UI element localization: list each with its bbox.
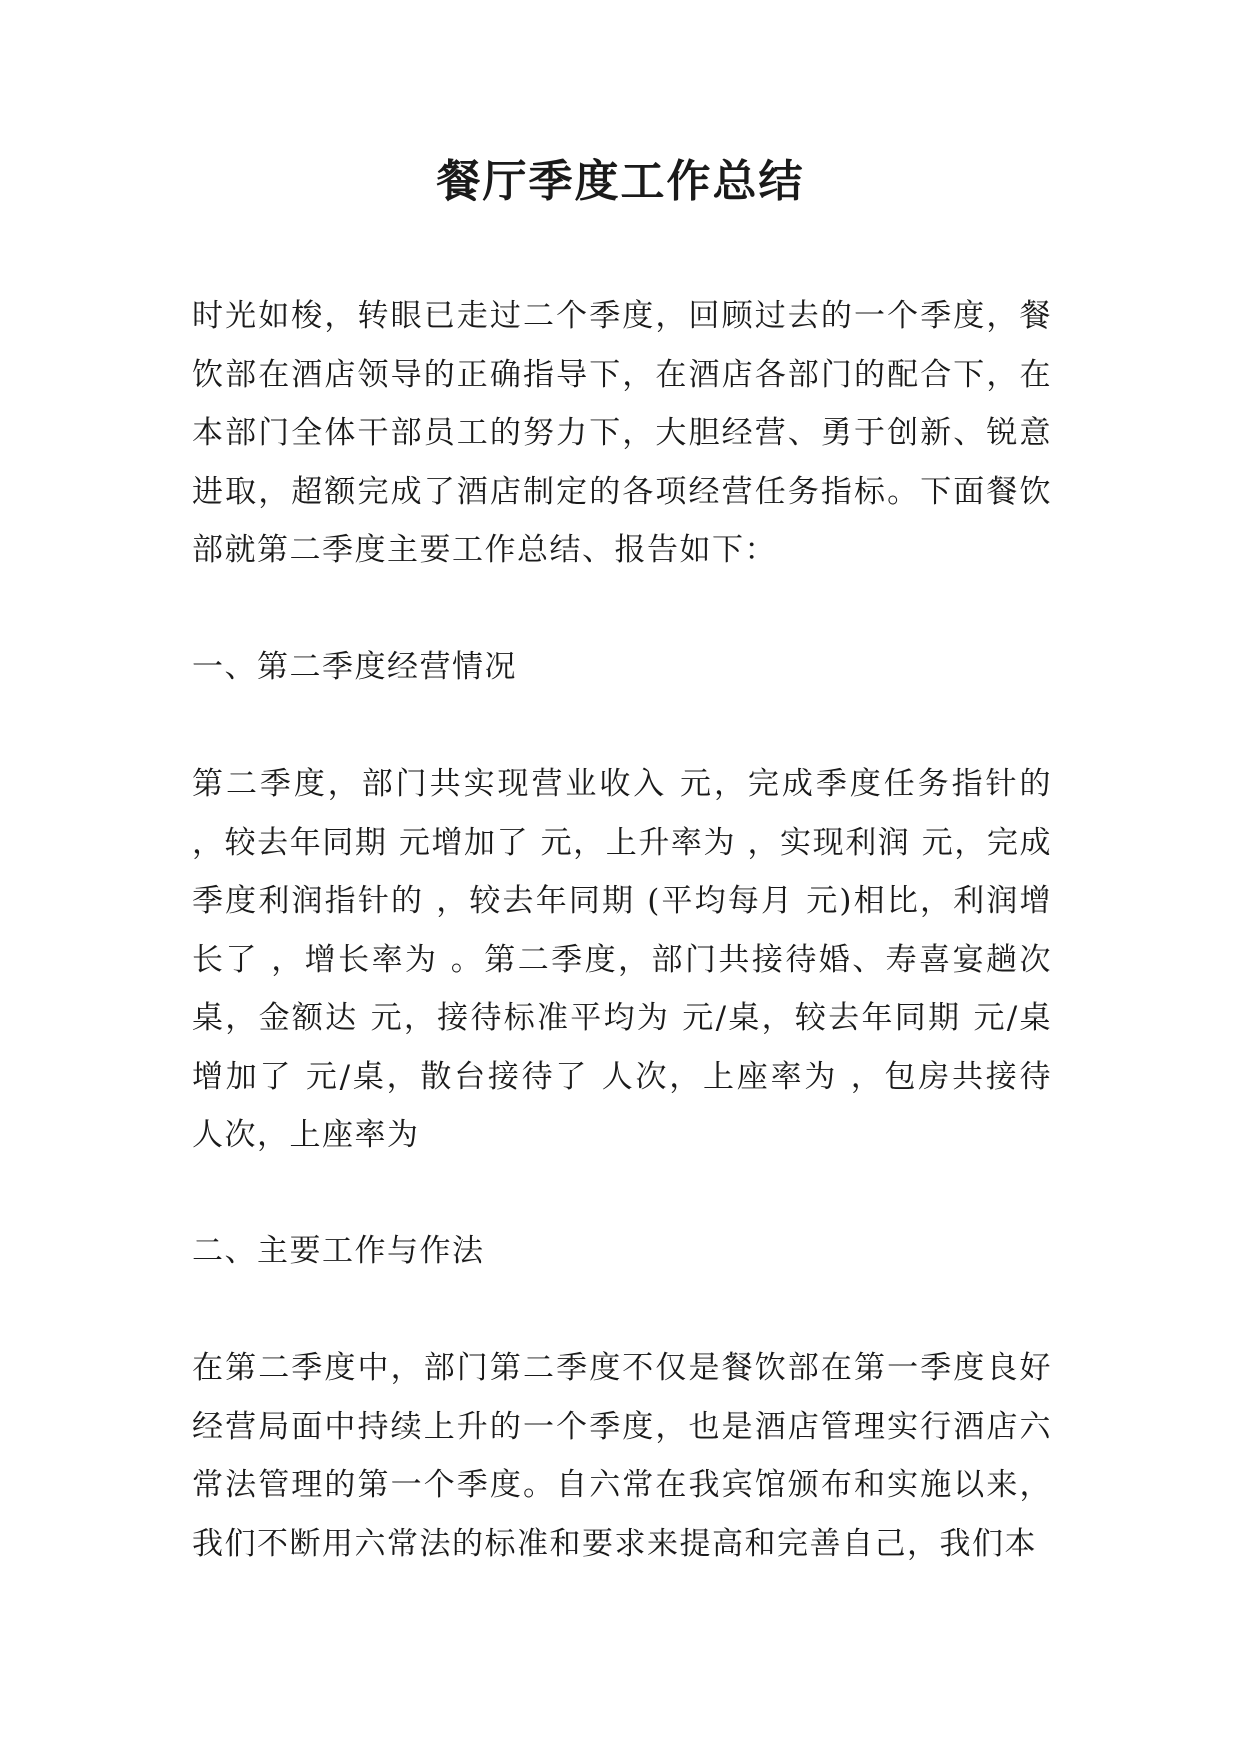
- operations-paragraph: 第二季度，部门共实现营业收入 元，完成季度任务指针的 ，较去年同期 元增加了 元，上升率为 ，实现利润 元，完成季度利润指针的 ，较去年同期 (平均每月 元)相比，利润增长了 ，增长率为 。第二季度，部门共接待婚、寿喜宴趟次 桌，金额达 元，接待标准平均为 元/桌，较去年同期 元/桌增加了 元/桌，散台接待了 人次，上座率为 ，包房共接待 人次，上座率为: [192, 766, 1052, 1153]
- intro-paragraph: 时光如梭，转眼已走过二个季度，回顾过去的一个季度，餐饮部在酒店领导的正确指导下，在酒店各部门的配合下，在本部门全体干部员工的努力下，大胆经营、勇于创新、锐意进取，超额完成了酒店制定的各项经营任务指标。下面餐饮部就第二季度主要工作总结、报告如下：: [192, 298, 1052, 568]
- section-heading-main-work: 二、主要工作与作法: [192, 1233, 485, 1269]
- document-title: 餐厅季度工作总结: [436, 156, 805, 207]
- section-heading-operations: 一、第二季度经营情况: [192, 649, 517, 685]
- main-work-paragraph: 在第二季度中，部门第二季度不仅是餐饮部在第一季度良好经营局面中持续上升的一个季度，也是酒店管理实行酒店六常法管理的第一个季度。自六常在我宾馆颁布和实施以来，我们不断用六常法的标准和要求来提高和完善自己，我们本: [192, 1350, 1052, 1562]
